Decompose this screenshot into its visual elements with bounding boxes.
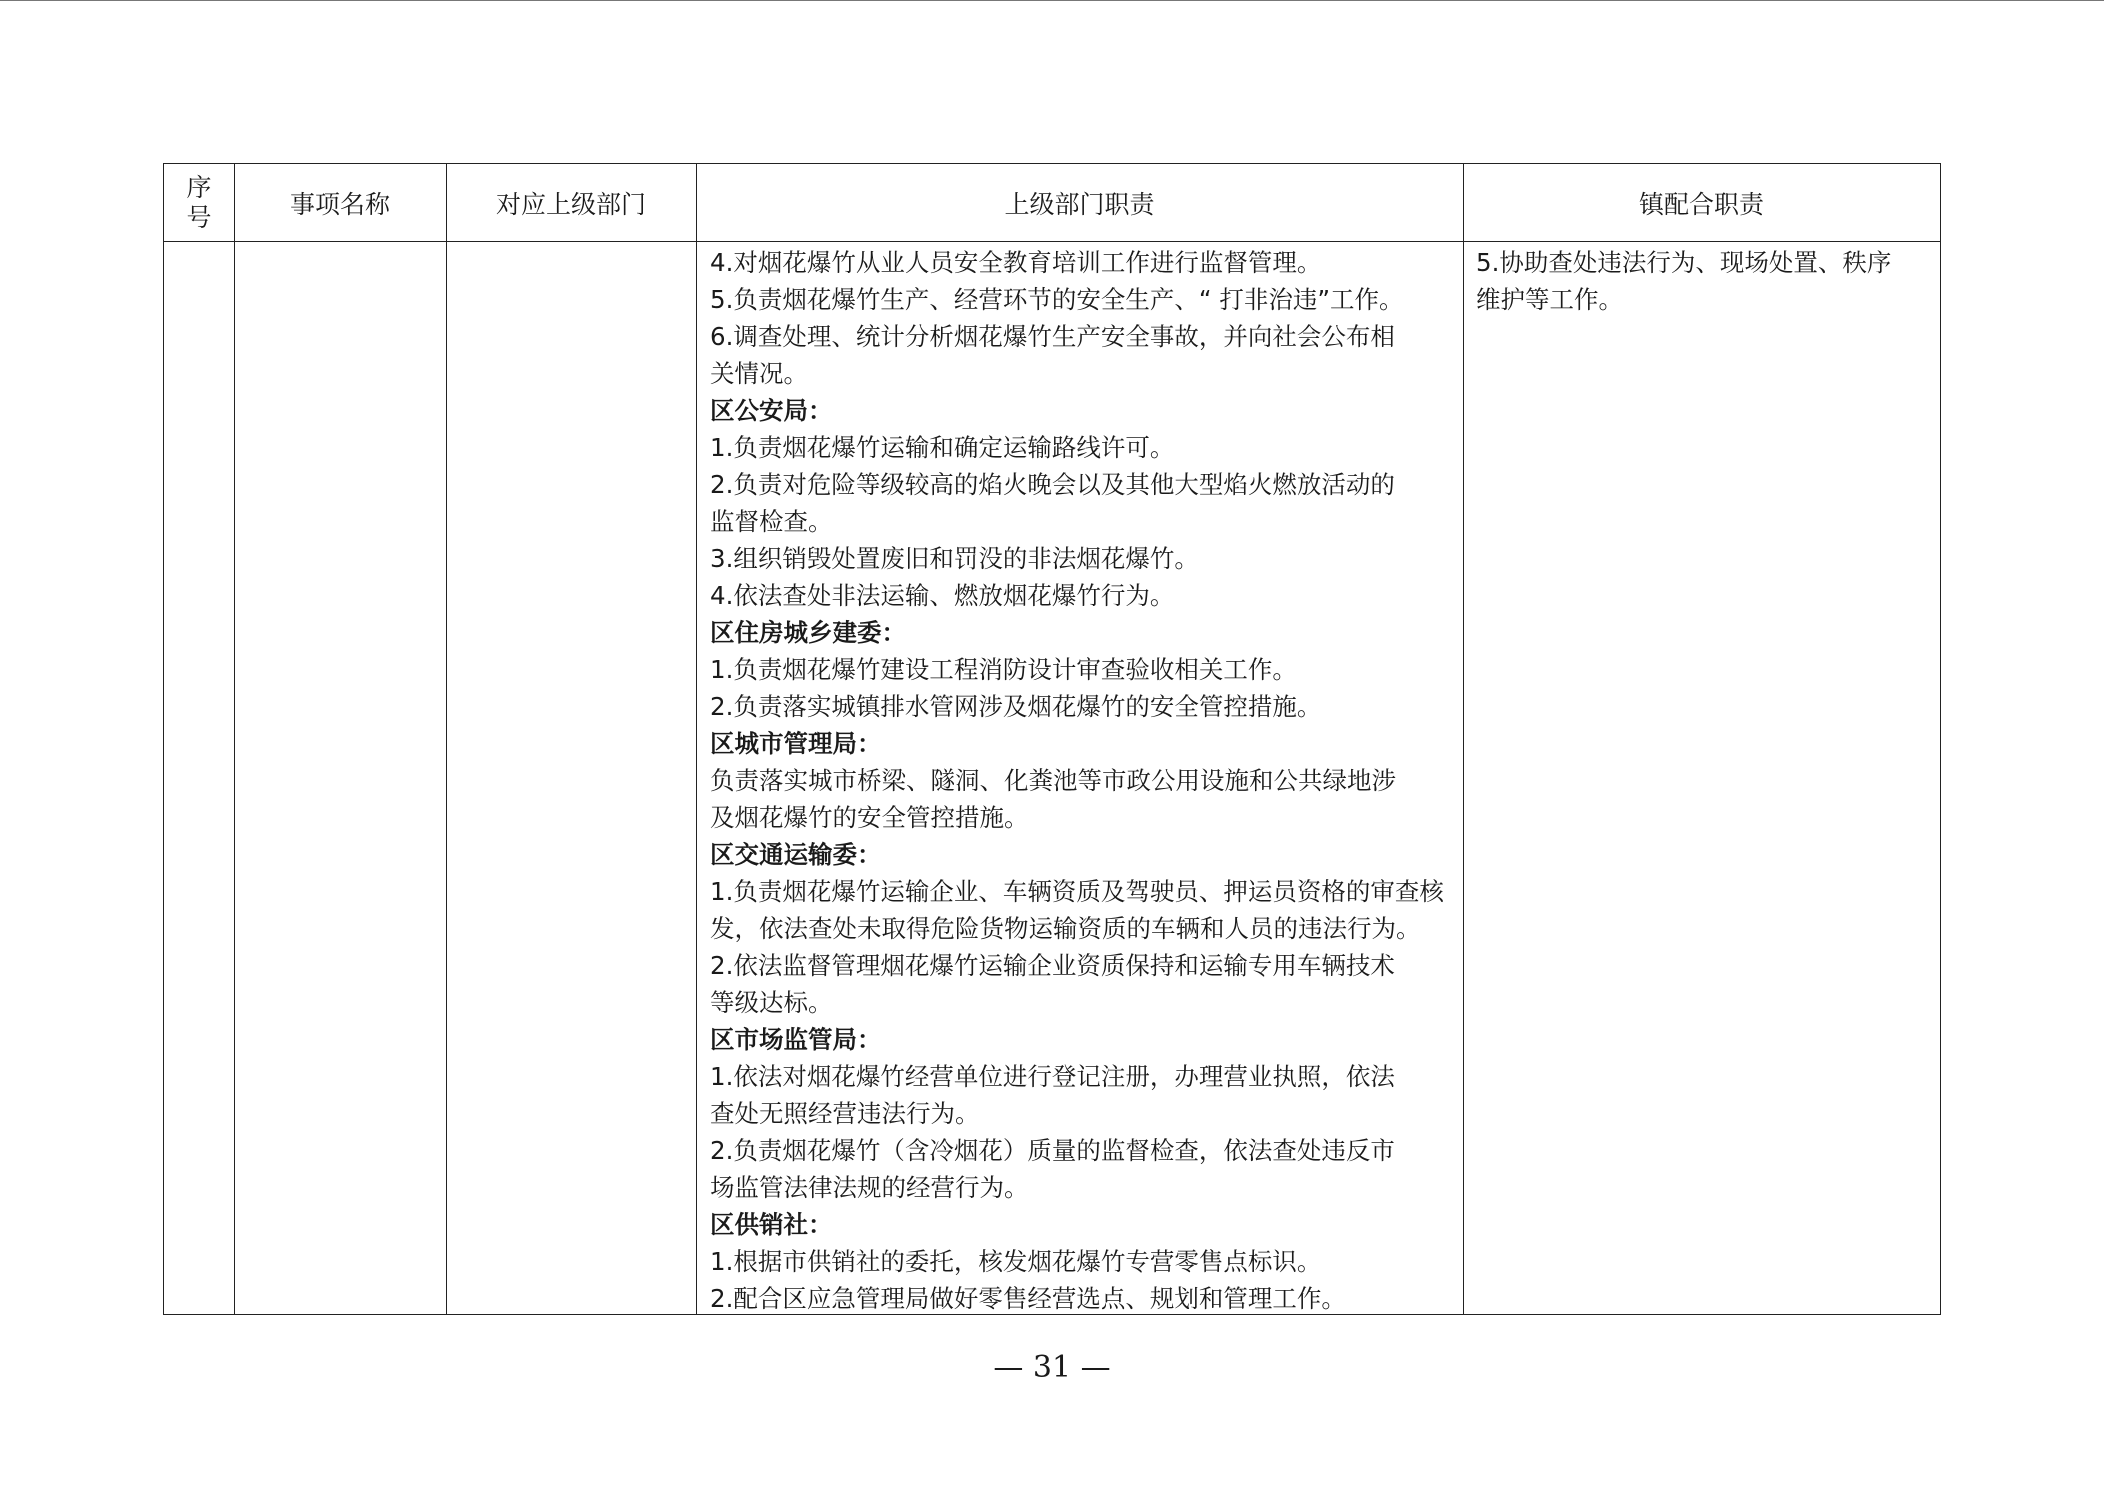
- duty-line: 1.负责烟花爆竹运输企业、车辆资质及驾驶员、押运员资格的审查核: [710, 877, 1444, 906]
- duty-line: 2.依法监督管理烟花爆竹运输企业资质保持和运输专用车辆技术: [710, 951, 1395, 980]
- department-heading: 区公安局：: [710, 396, 833, 425]
- duty-line: 2.负责烟花爆竹（含冷烟花）质量的监督检查，依法查处违反市: [710, 1136, 1395, 1165]
- duty-line: 5.负责烟花爆竹生产、经营环节的安全生产、“ 打非治违”工作。: [710, 285, 1404, 314]
- column-divider: [234, 164, 235, 1314]
- header-seq-line1: 序: [186, 172, 212, 202]
- header-town-duties: 镇配合职责: [1638, 189, 1764, 219]
- upper-duties-cell: [710, 244, 1455, 1317]
- header-seq: [164, 164, 234, 241]
- duty-line: 关情况。: [710, 359, 808, 388]
- duties-table: [163, 163, 1941, 1315]
- column-divider: [696, 164, 697, 1314]
- duty-line: 场监管法律法规的经营行为。: [710, 1173, 1029, 1202]
- duty-line: 2.配合区应急管理局做好零售经营选点、规划和管理工作。: [710, 1284, 1346, 1313]
- duty-line: 1.依法对烟花爆竹经营单位进行登记注册，办理营业执照，依法: [710, 1062, 1395, 1091]
- duty-line: 及烟花爆竹的安全管控措施。: [710, 803, 1029, 832]
- duty-line: 维护等工作。: [1476, 285, 1623, 314]
- duty-line: 5.协助查处违法行为、现场处置、秩序: [1476, 248, 1892, 277]
- duty-line: 1.根据市供销社的委托，核发烟花爆竹专营零售点标识。: [710, 1247, 1322, 1276]
- duty-line: 监督检查。: [710, 507, 833, 536]
- duty-line: 负责落实城市桥梁、隧洞、化粪池等市政公用设施和公共绿地涉: [710, 766, 1396, 795]
- duty-line: 发，依法查处未取得危险货物运输资质的车辆和人员的违法行为。: [710, 914, 1421, 943]
- header-item-name: 事项名称: [289, 189, 390, 219]
- header-divider: [164, 241, 1940, 242]
- header-seq-line2: 号: [186, 202, 212, 232]
- duty-line: 2.负责对危险等级较高的焰火晚会以及其他大型焰火燃放活动的: [710, 470, 1395, 499]
- duty-line: 查处无照经营违法行为。: [710, 1099, 980, 1128]
- duty-line: 1.负责烟花爆竹运输和确定运输路线许可。: [710, 433, 1175, 462]
- department-heading: 区城市管理局：: [710, 729, 882, 758]
- header-upper-dept: 对应上级部门: [495, 189, 646, 219]
- department-heading: 区住房城乡建委：: [710, 618, 906, 647]
- duty-line: 等级达标。: [710, 988, 833, 1017]
- duty-line: 4.对烟花爆竹从业人员安全教育培训工作进行监督管理。: [710, 248, 1322, 277]
- department-heading: 区市场监管局：: [710, 1025, 882, 1054]
- department-heading: 区交通运输委：: [710, 840, 882, 869]
- duty-line: 1.负责烟花爆竹建设工程消防设计审查验收相关工作。: [710, 655, 1297, 684]
- duty-line: 2.负责落实城镇排水管网涉及烟花爆竹的安全管控措施。: [710, 692, 1322, 721]
- duty-line: 3.组织销毁处置废旧和罚没的非法烟花爆竹。: [710, 544, 1199, 573]
- page-number: — 31 —: [993, 1350, 1111, 1385]
- top-border-line: [0, 0, 2104, 1]
- duty-line: 4.依法查处非法运输、燃放烟花爆竹行为。: [710, 581, 1175, 610]
- column-divider: [446, 164, 447, 1314]
- duty-line: 6.调查处理、统计分析烟花爆竹生产安全事故，并向社会公布相: [710, 322, 1395, 351]
- header-upper-duties: 上级部门职责: [1004, 189, 1155, 219]
- column-divider: [1463, 164, 1464, 1314]
- town-duties-cell: [1476, 244, 1936, 318]
- department-heading: 区供销社：: [710, 1210, 833, 1239]
